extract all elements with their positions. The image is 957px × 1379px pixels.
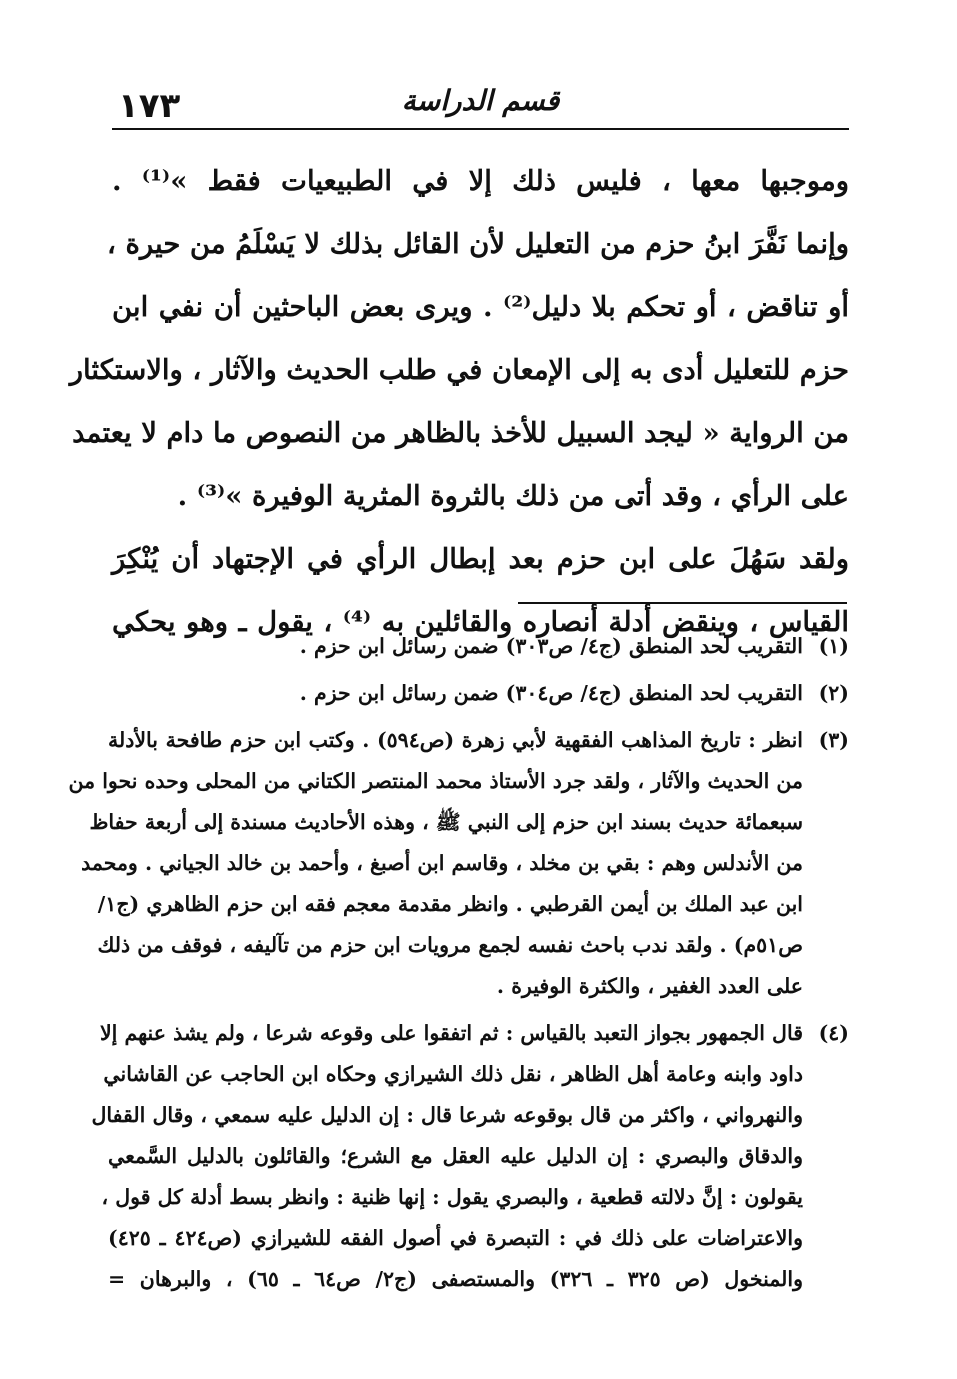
- text-line: وموجبها معها ، فليس ذلك إلا في الطبيعيات فقط »⁽¹⁾ .: [112, 165, 849, 197]
- header-title: قسم الدراسة: [401, 84, 560, 117]
- footnote-line: التقريب لحد المنطق (ج٤/ ص٣٠٣) ضمن رسائل ابن حزم .: [299, 634, 803, 658]
- footnote-line: يقولون : إنَّ دلالته قطعية ، والبصري يقول : إنها ظنية : وانظر بسط أدلة كل قول ،: [101, 1185, 803, 1209]
- footnote-line: سبعمائة حديث بسند ابن حزم إلى النبي ﷺ ، وهذه الأحاديث مسندة إلى أربعة حفاظ: [89, 810, 803, 834]
- footnote-1: [108, 626, 849, 667]
- footnote-line: قال الجمهور بجواز التعبد بالقياس : ثم اتفقوا على وقوعه شرعا ، ولم يشذ عنهم إلا: [99, 1021, 803, 1045]
- running-header: [112, 84, 849, 130]
- footnote-line: انظر : تاريخ المذاهب الفقهية لأبي زهرة (ص٥٩٤) . وكتب ابن حزم طافحة بالأدلة: [108, 728, 803, 752]
- footnote-line: من الأندلس وهم : بقي بن مخلد ، وقاسم ابن أصبغ ، وأحمد بن خالد الجياني . ومحمد: [81, 851, 803, 875]
- text-line: ولقد سَهُلَ على ابن حزم بعد إبطال الرأي في الإجتهاد أن يُنْكِرَ: [112, 543, 849, 575]
- text-line: على الرأي ، وقد أتى من ذلك بالثروة المثرية الوفيرة »⁽³⁾ .: [177, 480, 849, 512]
- footnote-line: والدقاق والبصري : إن الدليل عليه العقل مع الشرع؛ والقائلون بالدليل السَّمعي: [108, 1144, 803, 1168]
- text-line: أو تناقض ، أو تحكم بلا دليل⁽²⁾ . ويرى بعض الباحثين أن نفي ابن: [112, 291, 849, 323]
- footnote-number: (١): [818, 634, 849, 658]
- footnote-line: والمنخول (ص ٣٢٥ ـ ٣٢٦) والمستصفى (ج٢/ ص٦٤ ـ ٦٥) ، والبرهان =: [108, 1267, 803, 1291]
- footnote-number: (٢): [818, 681, 849, 705]
- footnote-line: من الحديث والآثار ، ولقد جرد الأستاذ محمد المنتصر الكتاني من المحلى وحده نحوا من: [68, 769, 803, 793]
- footnote-2: [108, 673, 849, 714]
- footnote-number: (٤): [818, 1021, 849, 1045]
- main-text: [69, 150, 849, 654]
- text-line: من الرواية « ليجد السبيل للأخذ بالظاهر من النصوص ما دام لا يعتمد: [72, 417, 849, 449]
- footnote-4: [91, 1013, 849, 1300]
- text-line: القياس ، وينقض أدلة أنصاره والقائلين به ⁽⁴⁾ ، يقول ـ وهو يحكي: [112, 606, 849, 638]
- footnote-separator: [518, 602, 847, 604]
- footnote-number: (٣): [818, 728, 849, 752]
- text-line: حزم للتعليل أدى به إلى الإمعان في طلب الحديث والآثار ، والاستكثار: [69, 354, 849, 386]
- footnote-line: على العدد الغفير ، والكثرة الوفيرة .: [496, 974, 803, 998]
- footnote-line: التقريب لحد المنطق (ج٤/ ص٣٠٤) ضمن رسائل ابن حزم .: [299, 681, 803, 705]
- footnote-3: [68, 720, 849, 1007]
- footnote-line: ص٥١م) . ولقد ندب باحث نفسه لجمع مرويات ابن حزم من تآليفه ، فوقف من ذلك: [97, 933, 803, 957]
- footnote-line: ابن عبد الملك بن أيمن القرطبي . وانظر مقدمة معجم فقه ابن حزم الظاهري (ج١/: [97, 892, 803, 916]
- footnote-line: والاعتراضات على ذلك في : التبصرة في أصول الفقه للشيرازي (ص٤٢٤ ـ ٤٢٥): [108, 1226, 803, 1250]
- page-number: ١٧٣: [118, 86, 181, 126]
- footnote-line: والنهرواني ، واكثر من قال بوقوعه شرعا قال : إن الدليل عليه سمعي ، وقال القفال: [91, 1103, 803, 1127]
- footnote-line: داود وابنه وعامة أهل الظاهر ، نقل ذلك الشيرازي وحكاه ابن الحاجب عن القاشاني: [103, 1062, 803, 1086]
- text-line: وإنما نَفَّرَ ابنُ حزم من التعليل لأن القائل بذلك لا يَسْلَمُ من حيرة ،: [107, 228, 849, 260]
- footnotes: [68, 626, 849, 1306]
